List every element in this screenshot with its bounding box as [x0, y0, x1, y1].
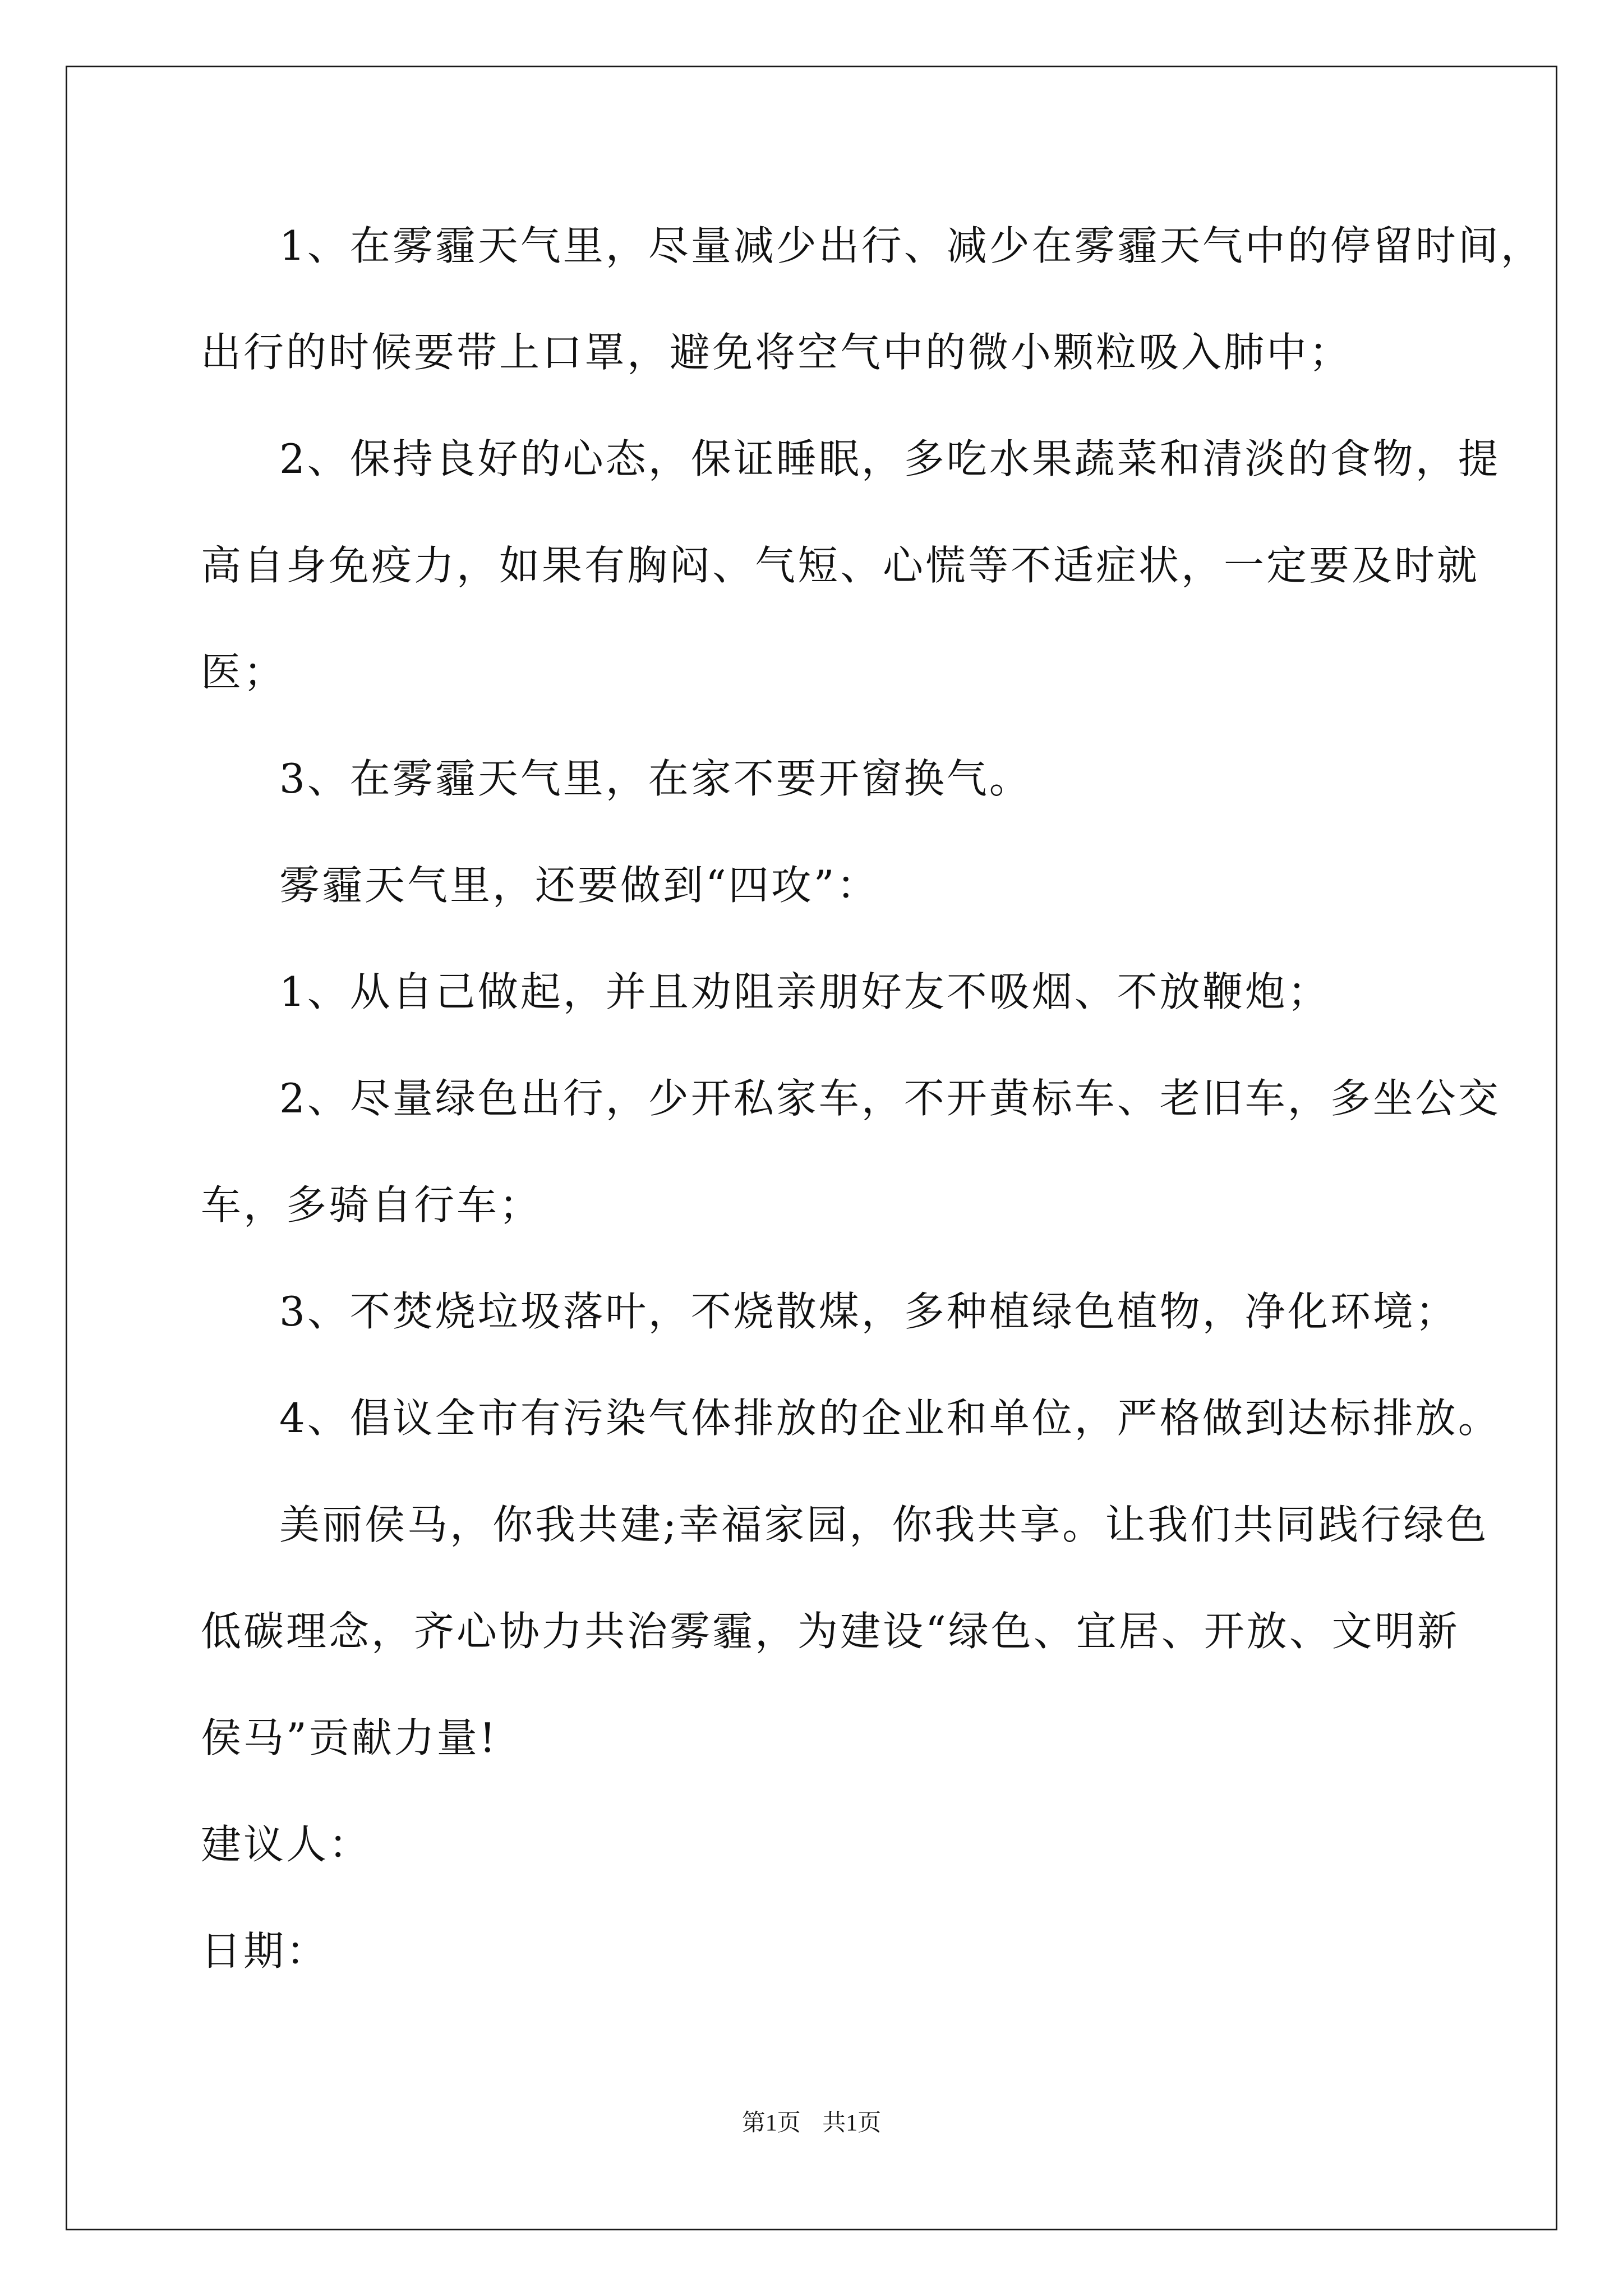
paragraph-line: 侯马”贡献力量!: [201, 1714, 498, 1761]
date-label: 日期：: [201, 1927, 329, 1975]
signature-label: 建议人：: [201, 1821, 372, 1868]
paragraph-line: 1、在雾霾天气里，尽量减少出行、减少在雾霾天气中的停留时间，: [279, 222, 1543, 269]
page-border: [66, 66, 1557, 2230]
paragraph-line: 3、在雾霾天气里，在家不要开窗换气。: [279, 755, 1032, 802]
paragraph-line: 2、尽量绿色出行，少开私家车，不开黄标车、老旧车，多坐公交: [279, 1075, 1501, 1122]
paragraph-line: 美丽侯马，你我共建;幸福家园，你我共享。让我们共同践行绿色: [279, 1501, 1489, 1548]
paragraph-line: 高自身免疫力，如果有胸闷、气短、心慌等不适症状，一定要及时就: [201, 542, 1480, 589]
page-footer: [0, 2109, 1623, 2137]
paragraph-line: 出行的时候要带上口罩，避免将空气中的微小颗粒吸入肺中；: [201, 329, 1352, 376]
paragraph-line: 车，多骑自行车；: [201, 1181, 542, 1228]
paragraph-line: 1、从自己做起，并且劝阻亲朋好友不吸烟、不放鞭炮；: [279, 968, 1330, 1015]
paragraph-line: 2、保持良好的心态，保证睡眠，多吃水果蔬菜和清淡的食物，提: [279, 435, 1501, 482]
page-number-total: 共1页: [822, 2110, 882, 2136]
paragraph-line: 低碳理念，齐心协力共治雾霾，为建设“绿色、宜居、开放、文明新: [201, 1608, 1460, 1655]
paragraph-line: 医；: [201, 648, 287, 696]
paragraph-line: 3、不焚烧垃圾落叶，不烧散煤，多种植绿色植物，净化环境；: [279, 1288, 1458, 1335]
paragraph-line: 雾霾天气里，还要做到“四攻”：: [279, 862, 879, 909]
paragraph-line: 4、倡议全市有污染气体排放的企业和单位，严格做到达标排放。: [279, 1395, 1501, 1442]
page-number-current: 第1页: [741, 2110, 801, 2136]
